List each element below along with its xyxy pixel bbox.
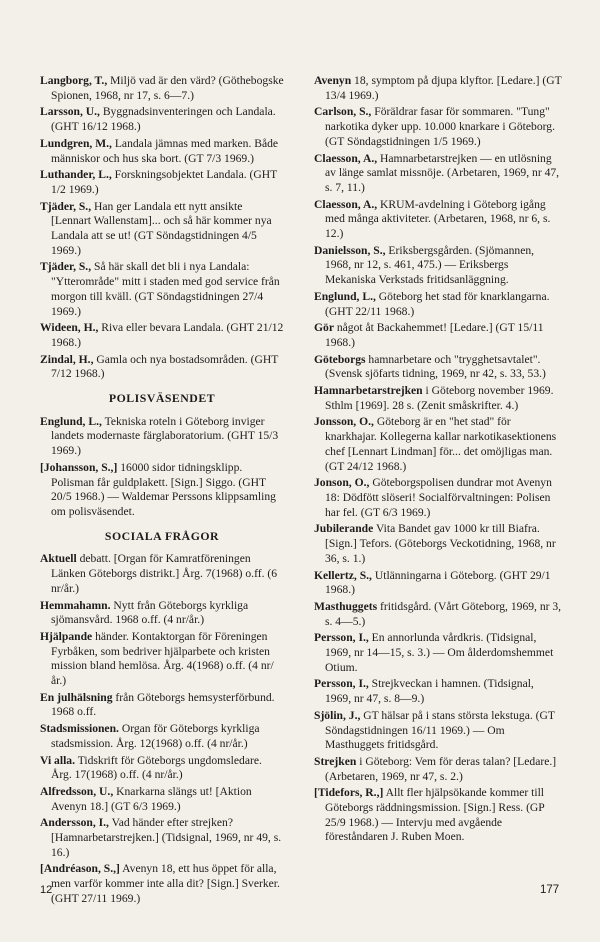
bibliography-entry bbox=[314, 600, 562, 629]
bibliography-entry bbox=[314, 321, 562, 350]
bibliography-entry bbox=[314, 74, 562, 103]
bibliography-entry bbox=[40, 353, 284, 382]
entry-text: debatt. [Organ för Kamratföreningen Länken Göteborgs distrikt.] Årg. 7(1968) o.ff. (6 nr/år.) bbox=[51, 552, 278, 595]
entry-author: Claesson, A., bbox=[314, 197, 378, 211]
entry-text: Tekniska roteln i Göteborg inviger landets modernaste färglaboratorium. (GHT 15/3 1969.) bbox=[51, 414, 279, 458]
bibliography-entry bbox=[314, 631, 562, 675]
entry-author: Vi alla. bbox=[40, 753, 75, 767]
section-heading-polisvasendet: POLISVÄSENDET bbox=[108, 391, 216, 406]
entry-text: Han ger Landala ett nytt ansikte [Lennart Wallenstam]... och så här kommer nya Landala att se ut! (GT Söndagstidningen 4/5 1969.) bbox=[51, 199, 272, 257]
entry-text: hamnarbetare och "trygghetsavtalet". (Svensk sjöfarts tidning, 1969, nr 42, s. 33, 53.) bbox=[325, 352, 546, 381]
right-column bbox=[314, 74, 562, 847]
entry-author: Kellertz, S., bbox=[314, 568, 372, 582]
bibliography-entry bbox=[40, 260, 284, 319]
entry-author: Englund, L., bbox=[314, 289, 376, 303]
entry-author: Stadsmissionen. bbox=[40, 722, 119, 736]
entry-author: Claesson, A., bbox=[314, 151, 378, 165]
entry-author: Carlson, S., bbox=[314, 105, 372, 119]
entry-text: Avenyn 18, ett hus öppet för alla, men varför kommer inte alla dit? [Sign.] Sverker. (GHT 27/11 1969.) bbox=[51, 862, 280, 905]
bibliography-entry bbox=[40, 74, 284, 103]
entry-author: Göteborgs bbox=[314, 352, 366, 366]
bibliography-entry bbox=[40, 200, 284, 259]
bibliography-entry bbox=[40, 415, 284, 459]
bibliography-entry bbox=[314, 415, 562, 474]
entry-author: Gör bbox=[314, 321, 334, 335]
entry-text: Allt fler hjälpsökande kommer till Göteborgs räddningsmission. [Sign.] Ress. (GP 25/9 1968.) — Intervju med avgående föreståndaren J. Ruben Moen. bbox=[325, 786, 545, 844]
entry-author: Avenyn bbox=[314, 74, 352, 87]
entry-author: En julhälsning bbox=[40, 690, 113, 704]
entry-author: Zindal, H., bbox=[40, 352, 94, 366]
entry-text: i Göteborg november 1969. Sthlm [1969]. 28 s. (Zenit småskrifter. 4.) bbox=[325, 384, 554, 412]
entry-text: Landala jämnas med marken. Både människor och hus ska bort. (GT 7/3 1969.) bbox=[51, 136, 279, 165]
bibliography-entry bbox=[314, 384, 562, 413]
entry-author: Jubilerande bbox=[314, 522, 374, 536]
entry-author: Masthuggets bbox=[314, 599, 378, 613]
bibliography-entry bbox=[40, 630, 284, 689]
entry-text: Vita Bandet gav 1000 kr till Biafra. [Sign.] Tefors. (Göteborgs Veckotidning, 1968, nr 36, s. 1.) bbox=[325, 522, 556, 565]
entry-text: 18, symptom på djupa klyftor. [Ledare.] (GT 13/4 1969.) bbox=[325, 74, 562, 102]
entry-text: Knarkarna slängs ut! [Aktion Avenyn 18.] (GT 6/3 1969.) bbox=[51, 784, 252, 813]
bibliography-entry bbox=[40, 599, 284, 628]
entry-author: Wideen, H., bbox=[40, 321, 99, 335]
entries-group-landala bbox=[40, 74, 284, 382]
entry-text: Tidskrift för Göteborgs ungdomsledare. Årg. 17(1968) o.ff. (4 nr/år.) bbox=[51, 753, 262, 782]
bibliography-entry bbox=[40, 722, 284, 751]
entry-author: Luthander, L., bbox=[40, 168, 112, 182]
bibliography-entry bbox=[314, 569, 562, 598]
entry-author: Jonson, O., bbox=[314, 476, 370, 490]
bibliography-entry bbox=[40, 552, 284, 596]
entry-text: Forskningsobjektet Landala. (GHT 1/2 1969.) bbox=[51, 168, 278, 196]
bibliography-entry bbox=[314, 677, 562, 706]
bibliography-entry bbox=[40, 785, 284, 814]
entries-group-sociala bbox=[40, 552, 284, 906]
entry-text: Organ för Göteborgs kyrkliga stadsmission. Årg. 12(1968) o.ff. (4 nr/år.) bbox=[51, 722, 260, 750]
page-number: 177 bbox=[540, 884, 560, 896]
bibliography-entry bbox=[40, 862, 284, 906]
bibliography-entry bbox=[314, 755, 562, 784]
entry-text: Utlänningarna i Göteborg. (GHT 29/1 1968.) bbox=[325, 568, 551, 597]
left-column bbox=[40, 74, 284, 909]
bibliography-entry bbox=[314, 476, 562, 520]
entry-text: GT hälsar på i stans största lekstuga. (GT Söndagstidningen 16/11 1969.) — Om Masthuggets fritidsgård. bbox=[325, 708, 555, 752]
entry-text: Hamnarbetarstrejken — en utlösning av länge samlat missnöje. (Arbetaren, 1969, nr 47, s. 7, 11.) bbox=[325, 151, 560, 194]
entry-author: [Tidefors, R.,] bbox=[314, 786, 384, 800]
entry-text: något åt Backahemmet! [Ledare.] (GT 15/11 1968.) bbox=[325, 321, 544, 349]
entry-author: Jonsson, O., bbox=[314, 415, 374, 429]
entry-text: från Göteborgs hemsysterförbund. 1968 o.ff. bbox=[51, 690, 275, 719]
entry-author: Tjäder, S., bbox=[40, 199, 92, 213]
bibliography-entry bbox=[314, 290, 562, 319]
bibliography-entry bbox=[40, 691, 284, 720]
entry-text: 16000 sidor tidningsklipp. Polisman får guldplakett. [Sign.] Siggo. (GHT 20/5 1968.) — Waldemar Perssons klippsamling om polisväsendet. bbox=[51, 460, 276, 518]
entry-author: Sjölin, J., bbox=[314, 708, 361, 722]
entry-author: [Andréason, S.,] bbox=[40, 862, 120, 876]
entry-text: KRUM-avdelning i Göteborg igång med många aktiviteter. (Arbetaren, 1968, nr 6, s. 12.) bbox=[325, 197, 551, 241]
bibliography-entry bbox=[40, 461, 284, 520]
bibliography-entry bbox=[40, 137, 284, 166]
bibliography-entry bbox=[314, 105, 562, 149]
entry-author: Alfredsson, U., bbox=[40, 784, 114, 798]
entry-author: Englund, L., bbox=[40, 414, 102, 428]
entry-author: Langborg, T., bbox=[40, 74, 108, 87]
entry-author: Hemmahamn. bbox=[40, 598, 111, 612]
bibliography-entry bbox=[314, 353, 562, 382]
entry-text: händer. Kontaktorgan för Föreningen Fyrbåken, som bedriver hjälparbete och kristen mission bland hemlösa. Årg. 4(1968) o.ff. (4 nr/år.) bbox=[51, 629, 274, 688]
entry-text: i Göteborg: Vem för deras talan? [Ledare.] (Arbetaren, 1969, nr 47, s. 2.) bbox=[325, 754, 557, 783]
bibliography-entry bbox=[314, 786, 562, 845]
bibliography-entry bbox=[40, 321, 284, 350]
bibliography-entry bbox=[314, 244, 562, 288]
bibliography-entry bbox=[40, 105, 284, 134]
entry-text: Göteborgspolisen dundrar mot Avenyn 18: Dödfött slöseri! Socialförvaltningen: Polisen har fel. (GT 6/3 1969.) bbox=[325, 476, 552, 519]
bibliography-entry bbox=[314, 198, 562, 242]
entry-text: Nytt från Göteborgs kyrkliga sjömansvård. 1968 o.ff. (4 nr/år.) bbox=[51, 598, 249, 627]
entry-text: Miljö vad är den värd? (Göthebogske Spionen, 1968, nr 17, s. 6—7.) bbox=[51, 74, 284, 102]
entry-text: Vad händer efter strejken? [Hamnarbetarstrejken.] (Tidsignal, 1969, nr 49, s. 16.) bbox=[51, 816, 282, 859]
entry-author: Lundgren, M., bbox=[40, 136, 112, 150]
entries-group-polis bbox=[40, 415, 284, 520]
entry-text: Så här skall det bli i nya Landala: "Ytterområde" mitt i staden med god service från morgon till kväll. (GT Söndagstidningen 27/4 1969.) bbox=[51, 260, 280, 318]
bibliography-entry bbox=[40, 168, 284, 197]
entry-author: Hjälpande bbox=[40, 629, 93, 643]
entry-author: Andersson, I., bbox=[40, 816, 109, 830]
entry-text: fritidsgård. (Vårt Göteborg, 1969, nr 3, s. 4—5.) bbox=[325, 599, 562, 628]
entry-text: Strejkveckan i hamnen. (Tidsignal, 1969, nr 47, s. 8—9.) bbox=[325, 677, 534, 706]
entry-text: Riva eller bevara Landala. (GHT 21/12 1968.) bbox=[51, 321, 284, 349]
entry-author: Tjäder, S., bbox=[40, 260, 92, 274]
entry-author: Hamnarbetarstrejken bbox=[314, 384, 423, 398]
bibliography-entry bbox=[40, 754, 284, 783]
bibliography-entry bbox=[314, 522, 562, 566]
entry-text: Byggnadsinventeringen och Landala. (GHT 16/12 1968.) bbox=[51, 105, 276, 134]
footer-left-number: 12 bbox=[40, 884, 53, 896]
entry-text: Göteborg är en "het stad" för knarkhajar. Kollegerna kallar narkotikasektionens chef [Lennart Lindman] för... det omöjligas man. (GT 24/12 1968.) bbox=[325, 415, 557, 473]
entry-author: Aktuell bbox=[40, 552, 77, 566]
bibliography-entry bbox=[314, 152, 562, 196]
entry-author: Strejken bbox=[314, 754, 357, 768]
entry-author: Larsson, U., bbox=[40, 105, 100, 119]
entry-author: [Johansson, S.,] bbox=[40, 460, 118, 474]
bibliography-entry bbox=[40, 816, 284, 860]
section-heading-sociala-fragor: SOCIALA FRÅGOR bbox=[104, 528, 220, 543]
entry-text: En annorlunda vårdkris. (Tidsignal, 1969, nr 14—15, s. 3.) — Om ålderdomshemmet Otium. bbox=[325, 631, 554, 674]
entry-text: Gamla och nya bostadsområden. (GHT 7/12 1968.) bbox=[51, 352, 279, 381]
entry-author: Persson, I., bbox=[314, 631, 369, 645]
bibliography-entry bbox=[314, 709, 562, 753]
entry-text: Föräldrar fasar för sommaren. "Tung" narkotika dyker upp. 10.000 knarkare i Göteborg. (GT Söndagstidningen 1/5 1969.) bbox=[325, 105, 555, 148]
entry-text: Eriksbergsgården. (Sjömannen, 1968, nr 12, s. 461, 475.) — Eriksbergs Mekaniska Verkstads fritidsanläggning. bbox=[325, 243, 535, 287]
entry-author: Persson, I., bbox=[314, 677, 369, 691]
entry-text: Göteborg het stad för knarklangarna. (GHT 22/11 1968.) bbox=[325, 289, 550, 318]
entries-group-right bbox=[314, 74, 562, 845]
entry-author: Danielsson, S., bbox=[314, 243, 386, 257]
